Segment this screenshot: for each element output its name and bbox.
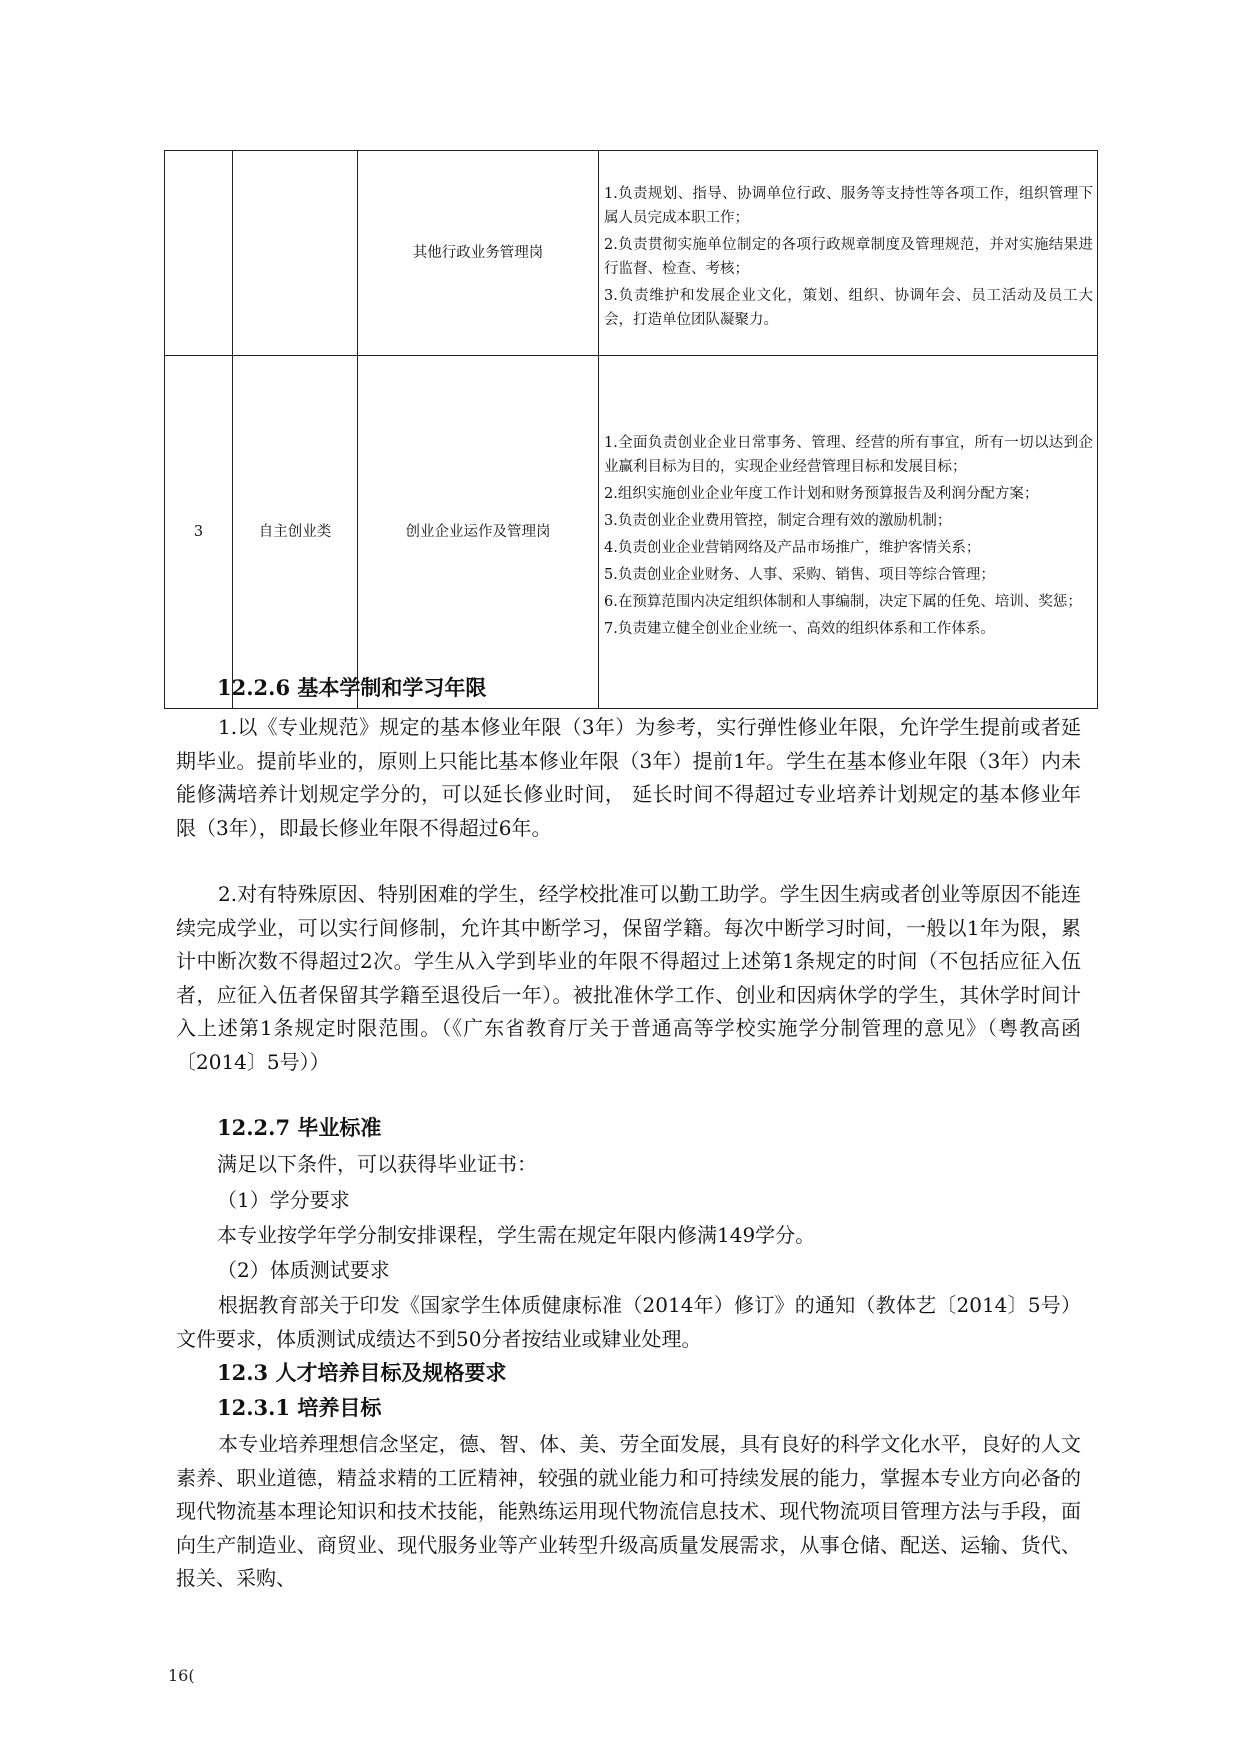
duty-item: 6.在预算范围内决定组织体制和人事编制，决定下属的任免、培训、奖惩；	[604, 593, 1082, 610]
paragraph	[176, 1428, 1081, 1596]
duty-item: 2.负责贯彻实施单位制定的各项行政规章制度及管理规范，并对实施结果进行监督、检查、考核；	[604, 236, 1093, 277]
table-row	[165, 151, 1098, 356]
paragraph	[176, 878, 1081, 1079]
section-heading: 12.3 人才培养目标及规格要求	[217, 1360, 507, 1385]
paragraph-text: 1.以《专业规范》规定的基本修业年限（3年）为参考，实行弹性修业年限，允许学生提前或者延期毕业。提前毕业的，原则上只能比基本修业年限（3年）提前1年。学生在基本修业年限（3年）内未能修满培养计划规定学分的，可以延长修业时间， 延长时间不得超过专业培养计划规定的基本修业年限（3年），即最长修业年限不得超过6年。	[176, 715, 1081, 840]
duty-item: 3.负责维护和发展企业文化，策划、组织、协调年会、员工活动及员工大会，打造单位团队凝聚力。	[604, 287, 1093, 328]
fitness-requirement-title: （2）体质测试要求	[217, 1258, 390, 1282]
paragraph	[176, 1289, 1081, 1356]
paragraph	[176, 711, 1081, 845]
table-row	[165, 356, 1098, 709]
paragraph-text: 2.对有特殊原因、特别困难的学生，经学校批准可以勤工助学。学生因生病或者创业等原因不能连续完成学业，可以实行间修制，允许其中断学习，保留学籍。每次中断学习时间，一般以1年为限，累计中断次数不得超过2次。学生从入学到毕业的年限不得超过上述第1条规定的时间（不包括应征入伍者，应征入伍者保留其学籍至退役后一年）。被批准休学工作、创业和因病休学的学生，其休学时间计入上述第1条规定时限范围。（《广东省教育厅关于普通高等学校实施学分制管理的意见》（粤教高函〔2014〕5号））	[176, 882, 1081, 1074]
duties-cell	[599, 151, 1098, 356]
duties-cell	[599, 356, 1098, 709]
row-number-cell: 3	[165, 356, 233, 709]
credit-requirement-text: 本专业按学年学分制安排课程，学生需在规定年限内修满149学分。	[217, 1223, 816, 1247]
category-cell	[233, 151, 358, 356]
credit-requirement-title: （1）学分要求	[217, 1188, 350, 1212]
paragraph-text: 根据教育部关于印发《国家学生体质健康标准（2014年）修订》的通知（教体艺〔2014〕5号）文件要求，体质测试成绩达不到50分者按结业或肄业处理。	[176, 1293, 1081, 1351]
graduation-intro: 满足以下条件，可以获得毕业证书：	[217, 1152, 537, 1176]
duty-item: 1.负责规划、指导、协调单位行政、服务等支持性等各项工作，组织管理下属人员完成本职工作；	[604, 185, 1093, 226]
section-heading: 12.2.6 基本学制和学习年限	[217, 675, 487, 700]
duty-item: 4.负责创业企业营销网络及产品市场推广，维护客情关系；	[604, 539, 981, 556]
job-position-table	[164, 150, 1098, 709]
duty-item: 1.全面负责创业企业日常事务、管理、经营的所有事宜，所有一切以达到企业赢利目标为目的，实现企业经营管理目标和发展目标；	[604, 434, 1093, 475]
duty-item: 2.组织实施创业企业年度工作计划和财务预算报告及利润分配方案；	[604, 485, 1039, 502]
paragraph-text: 本专业培养理想信念坚定，德、智、体、美、劳全面发展，具有良好的科学文化水平，良好的人文素养、职业道德，精益求精的工匠精神，较强的就业能力和可持续发展的能力，掌握本专业方向必备的现代物流基本理论知识和技术技能，能熟练运用现代物流信息技术、现代物流项目管理方法与手段，面向生产制造业、商贸业、现代服务业等产业转型升级高质量发展需求，从事仓储、配送、运输、货代、报关、采购、	[176, 1432, 1081, 1590]
position-cell: 其他行政业务管理岗	[358, 151, 599, 356]
position-cell: 创业企业运作及管理岗	[358, 356, 599, 709]
duty-item: 5.负责创业企业财务、人事、采购、销售、项目等综合管理；	[604, 566, 995, 583]
section-heading: 12.3.1 培养目标	[217, 1395, 382, 1420]
section-heading: 12.2.7 毕业标准	[217, 1115, 382, 1140]
row-number-cell	[165, 151, 233, 356]
category-cell: 自主创业类	[233, 356, 358, 709]
duty-item: 7.负责建立健全创业企业统一、高效的组织体系和工作体系。	[604, 620, 995, 637]
duty-item: 3.负责创业企业费用管控，制定合理有效的激励机制；	[604, 512, 952, 529]
page-number: 16(	[168, 1666, 195, 1685]
